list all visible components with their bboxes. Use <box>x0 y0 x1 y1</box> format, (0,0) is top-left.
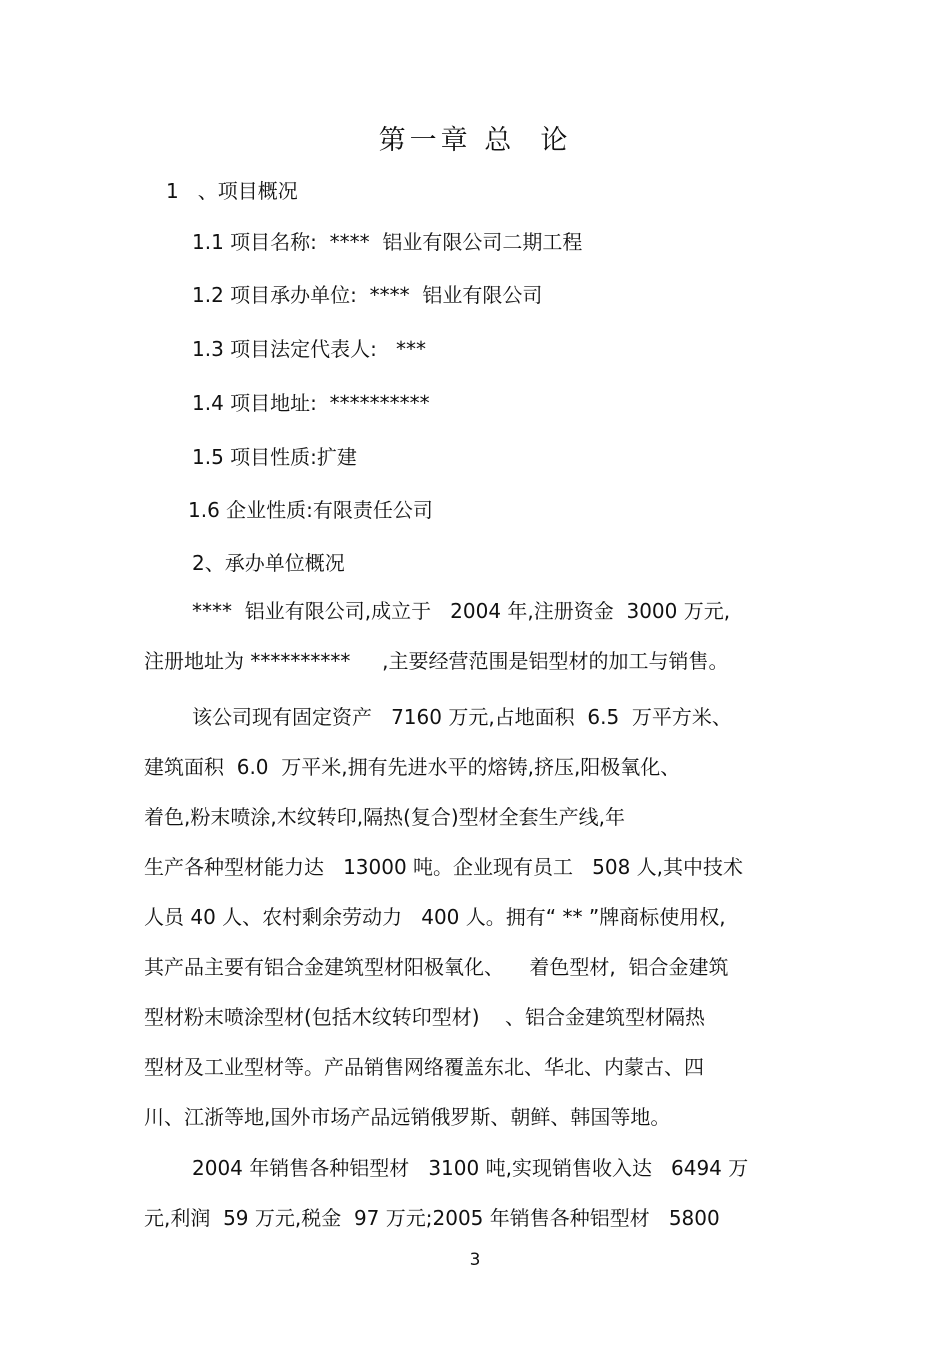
item-project-nature: 1.5 项目性质:扩建 <box>192 445 357 469</box>
paragraph-line: 型材及工业型材等。产品销售网络覆盖东北、华北、内蒙古、四 <box>144 1055 704 1079</box>
paragraph-line: 该公司现有固定资产 7160 万元,占地面积 6.5 万平方米、 <box>192 705 732 729</box>
paragraph-company-assets <box>144 703 824 1153</box>
section-heading-undertaker-overview: 2、承办单位概况 <box>192 551 345 575</box>
item-project-undertaker: 1.2 项目承办单位: **** 铝业有限公司 <box>192 283 543 307</box>
paragraph-line: 建筑面积 6.0 万平米,拥有先进水平的熔铸,挤压,阳极氧化、 <box>144 755 681 779</box>
paragraph-line: 人员 40 人、农村剩余劳动力 400 人。拥有“ ** ”牌商标使用权, <box>144 905 726 929</box>
section-heading-project-overview: 1 、项目概况 <box>166 179 298 203</box>
paragraph-line: 2004 年销售各种铝型材 3100 吨,实现销售收入达 6494 万 <box>192 1156 749 1180</box>
page-number: 3 <box>469 1250 481 1270</box>
paragraph-company-intro <box>144 597 824 697</box>
chapter-title: 第一章 总 论 <box>378 125 572 156</box>
paragraph-line: 着色,粉末喷涂,木纹转印,隔热(复合)型材全套生产线,年 <box>144 805 626 829</box>
item-enterprise-nature: 1.6 企业性质:有限责任公司 <box>188 498 433 522</box>
item-legal-representative: 1.3 项目法定代表人: *** <box>192 337 426 361</box>
paragraph-line: **** 铝业有限公司,成立于 2004 年,注册资金 3000 万元, <box>192 599 731 623</box>
paragraph-line: 生产各种型材能力达 13000 吨。企业现有员工 508 人,其中技术 <box>144 855 744 879</box>
paragraph-line: 型材粉末喷涂型材(包括木纹转印型材) 、铝合金建筑型材隔热 <box>144 1005 706 1029</box>
paragraph-sales-figures <box>144 1154 824 1254</box>
paragraph-line: 注册地址为 ********** ,主要经营范围是铝型材的加工与销售。 <box>144 649 729 673</box>
paragraph-line: 元,利润 59 万元,税金 97 万元;2005 年销售各种铝型材 5800 <box>144 1206 720 1230</box>
paragraph-line: 其产品主要有铝合金建筑型材阳极氧化、 着色型材, 铝合金建筑 <box>144 955 729 979</box>
paragraph-line: 川、江浙等地,国外市场产品远销俄罗斯、朝鲜、韩国等地。 <box>144 1105 671 1129</box>
item-project-name: 1.1 项目名称: **** 铝业有限公司二期工程 <box>192 230 583 254</box>
item-project-address: 1.4 项目地址: ********** <box>192 391 430 415</box>
